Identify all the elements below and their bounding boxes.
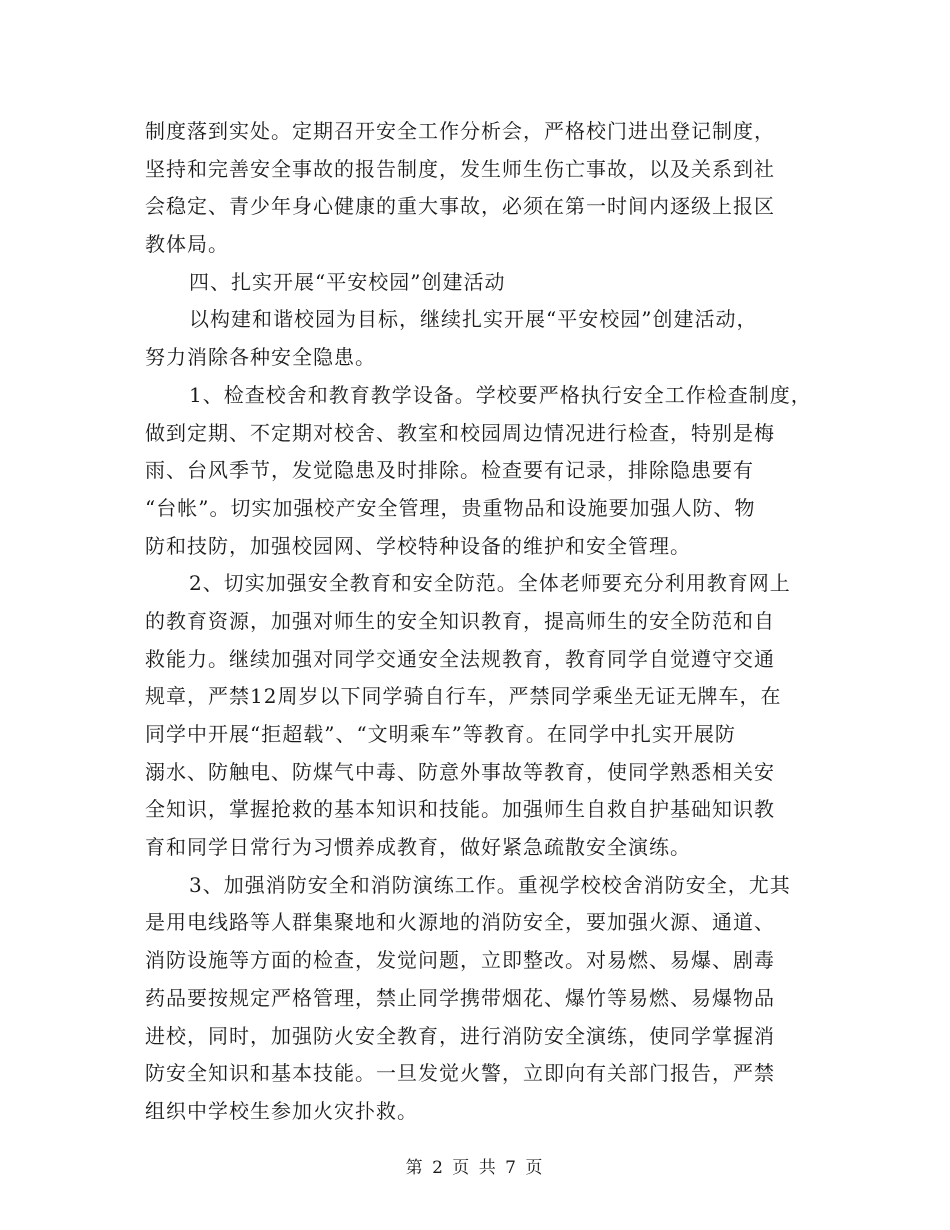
text-line: 教体局。 [145, 232, 229, 257]
text-line: 救能力。继续加强对同学交通安全法规教育，教育同学自觉遵守交通 [145, 646, 775, 671]
text-line: 育和同学日常行为习惯养成教育，做好紧急疏散安全演练。 [145, 835, 691, 860]
text-line: 会稳定、青少年身心健康的重大事故，必须在第一时间内逐级上报区 [145, 194, 775, 219]
text-line: 的教育资源，加强对师生的安全知识教育，提高师生的安全防范和自 [145, 608, 775, 633]
paragraph-start-line: 1、检查校舍和教育教学设备。学校要严格执行安全工作检查制度， [189, 382, 812, 407]
text-line: 组织中学校生参加火灾扑救。 [145, 1098, 418, 1123]
text-line: “台帐”。切实加强校产安全管理，贵重物品和设施要加强人防、物 [145, 495, 756, 520]
text-line: 制度落到实处。定期召开安全工作分析会，严格校门进出登记制度， [145, 119, 775, 143]
text-line: 消防设施等方面的检查，发觉问题，立即整改。对易燃、易爆、剧毒 [145, 948, 775, 973]
text-line: 防安全知识和基本技能。一旦发觉火警，立即向有关部门报告，严禁 [145, 1061, 775, 1086]
text-line: 是用电线路等人群集聚地和火源地的消防安全，要加强火源、通道、 [145, 910, 775, 935]
text-line: 雨、台风季节，发觉隐患及时排除。检查要有记录，排除隐患要有 [145, 458, 754, 483]
text-line: 全知识，掌握抢救的基本知识和技能。加强师生自救自护基础知识教 [145, 797, 775, 822]
paragraph-start-line: 以构建和谐校园为目标，继续扎实开展“平安校园”创建活动， [189, 307, 758, 332]
page-number-footer: 第 2 页 共 7 页 [405, 1158, 545, 1178]
text-line: 规章，严禁12周岁以下同学骑自行车，严禁同学乘坐无证无牌车，在 [145, 684, 782, 709]
text-line: 同学中开展“拒超载”、“文明乘车”等教育。在同学中扎实开展防 [145, 722, 736, 746]
text-line: 防和技防，加强校园网、学校特种设备的维护和安全管理。 [145, 533, 691, 558]
text-line: 溺水、防触电、防煤气中毒、防意外事故等教育，使同学熟悉相关安 [145, 759, 775, 784]
text-line: 做到定期、不定期对校舍、教室和校园周边情况进行检查，特别是梅 [145, 420, 775, 445]
paragraph-start-line: 2、切实加强安全教育和安全防范。全体老师要充分利用教育网上 [189, 571, 791, 596]
text-line: 努力消除各种安全隐患。 [145, 345, 376, 370]
paragraph-start-line: 3、加强消防安全和消防演练工作。重视学校校舍消防安全，尤其 [189, 872, 791, 897]
text-line: 进校，同时，加强防火安全教育，进行消防安全演练，使同学掌握消 [145, 1023, 775, 1048]
document-body [145, 113, 825, 1131]
text-line: 坚持和完善安全事故的报告制度，发生师生伤亡事故，以及关系到社 [145, 156, 775, 181]
text-line: 药品要按规定严格管理，禁止同学携带烟花、爆竹等易燃、易爆物品 [145, 985, 775, 1010]
section-heading: 四、扎实开展“平安校园”创建活动 [189, 269, 506, 294]
